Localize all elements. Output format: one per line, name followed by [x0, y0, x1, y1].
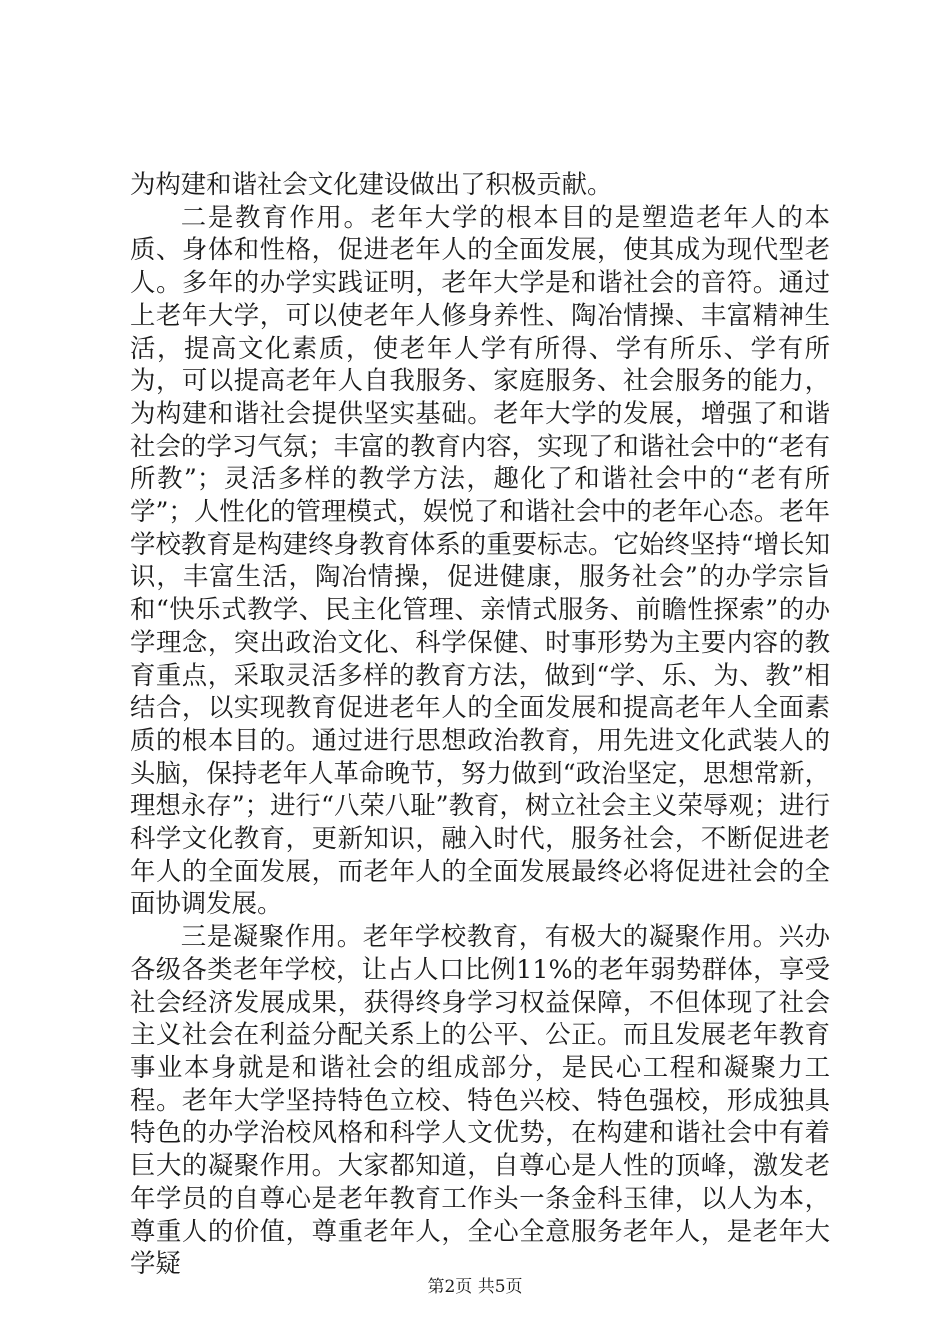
page-number-footer: 第2页 共5页: [427, 1277, 523, 1297]
paragraph-cohesion-role: 三是凝聚作用。老年学校教育，有极大的凝聚作用。兴办各级各类老年学校，让占人口比例11%的老年弱势群体，享受社会经济发展成果，获得终身学习权益保障，不但体现了社会主义社会在利益分配关系上的公平、公正。而且发展老年教育事业本身就是和谐社会的组成部分，是民心工程和凝聚力工程。老年大学坚持特色立校、特色兴校、特色强校，形成独具特色的办学治校风格和科学人文优势，在构建和谐社会中有着巨大的凝聚作用。大家都知道，自尊心是人性的顶峰，激发老年学员的自尊心是老年教育工作头一条金科玉律，以人为本，尊重人的价值，尊重老年人，全心全意服务老年人，是老年大学疑: [130, 921, 830, 1279]
document-body: [130, 168, 830, 1280]
paragraph-continuation: 为构建和谐社会文化建设做出了积极贡献。: [130, 169, 613, 199]
paragraph-education-role: 二是教育作用。老年大学的根本目的是塑造老年人的本质、身体和性格，促进老年人的全面发展，使其成为现代型老人。多年的办学实践证明，老年大学是和谐社会的音符。通过上老年大学，可以使老年人修身养性、陶冶情操、丰富精神生活，提高文化素质，使老年人学有所得、学有所乐、学有所为，可以提高老年人自我服务、家庭服务、社会服务的能力，为构建和谐社会提供坚实基础。老年大学的发展，增强了和谐社会的学习气氛；丰富的教育内容，实现了和谐社会中的“老有所教”；灵活多样的教学方法，趣化了和谐社会中的“老有所学”；人性化的管理模式，娱悦了和谐社会中的老年心态。老年学校教育是构建终身教育体系的重要标志。它始终坚持“增长知识，丰富生活，陶冶情操，促进健康，服务社会”的办学宗旨和“快乐式教学、民主化管理、亲情式服务、前瞻性探索”的办学理念，突出政治文化、科学保健、时事形势为主要内容的教育重点，采取灵活多样的教育方法，做到“学、乐、为、教”相结合，以实现教育促进老年人的全面发展和提高老年人全面素质的根本目的。通过进行思想政治教育，用先进文化武装人的头脑，保持老年人革命晚节，努力做到“政治坚定，思想常新，理想永存”；进行“八荣八耻”教育，树立社会主义荣辱观；进行科学文化教育，更新知识，融入时代，服务社会，不断促进老年人的全面发展，而老年人的全面发展最终必将促进社会的全面协调发展。: [130, 201, 830, 919]
